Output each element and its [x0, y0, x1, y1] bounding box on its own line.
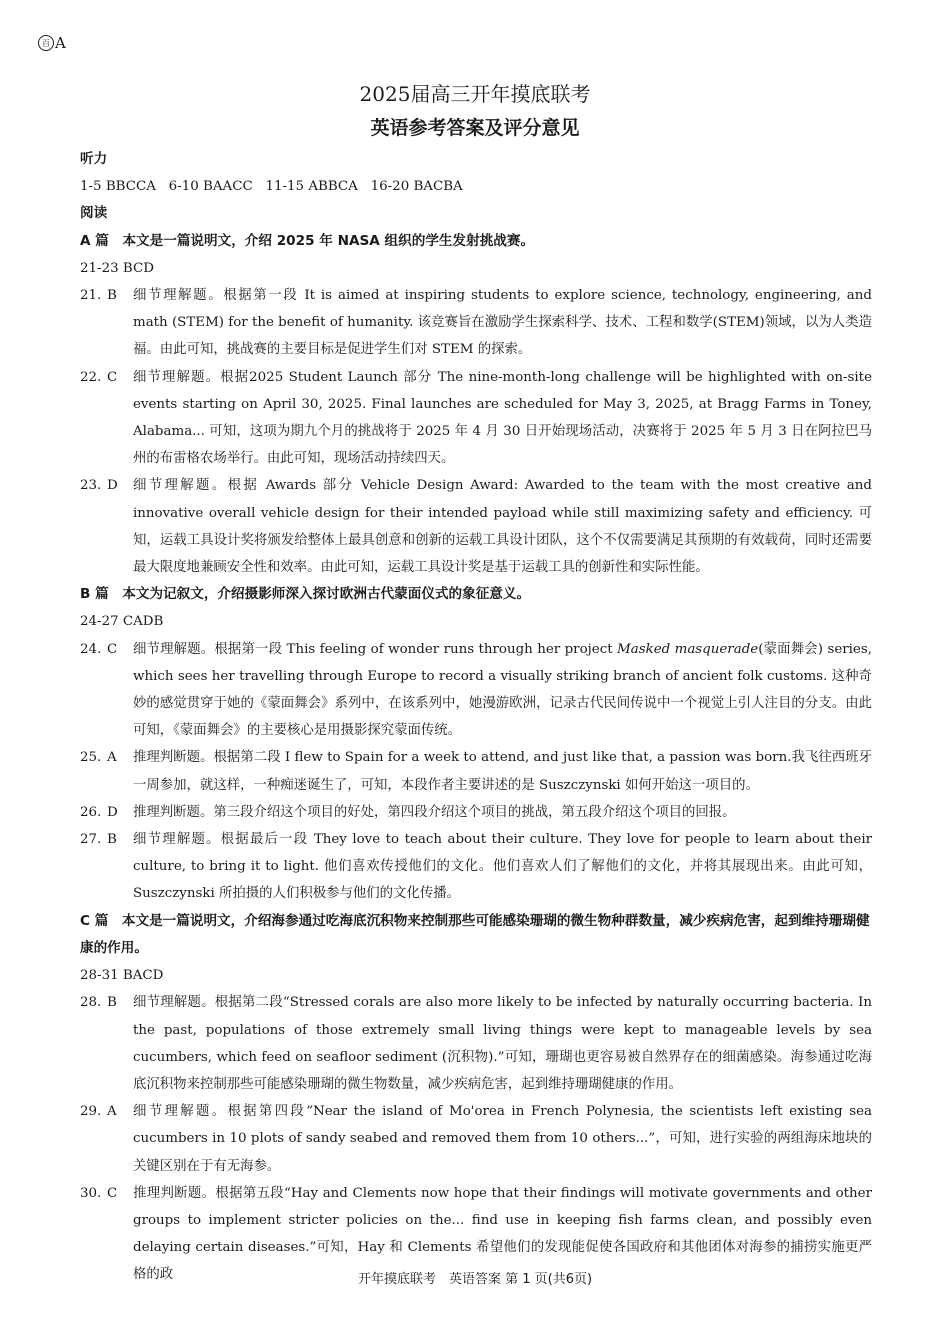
- question-explanation: 推理判断题。第三段介绍这个项目的好处，第四段介绍这个项目的挑战，第五段介绍这个项目的回报。: [133, 804, 736, 820]
- question-23: [80, 472, 872, 581]
- question-number: 21.: [80, 288, 102, 304]
- question-answer: C: [107, 641, 118, 657]
- question-explanation: 推理判断题。根据第五段“Hay and Clements now hope that their findings will motivate governments and other groups to implement stricter policies on the... find use in keeping fish farms clean, and possibly even delaying certain diseases.”可知，Hay 和 Clements 希望他们的发现能促使各国政府和其他团体对海参的捕捞实施更严格的政: [133, 1185, 872, 1283]
- question-answer: C: [107, 1185, 118, 1201]
- question-explanation: [133, 636, 872, 745]
- question-answer: B: [107, 832, 117, 848]
- question-number: 29.: [80, 1104, 102, 1120]
- exam-mark-circle: 百: [38, 35, 54, 51]
- reading-heading: 阅读: [80, 205, 108, 222]
- question-explanation: 推理判断题。根据第二段 I flew to Spain for a week to attend, and just like that, a passion was born.我飞往西班牙一周参加，就这样，一种痴迷诞生了，可知，本段作者主要讲述的是 Suszczynski 如何开始这一项目的。: [133, 750, 872, 793]
- page-subtitle: 英语参考答案及评分意见: [370, 117, 580, 139]
- question-answer: C: [107, 369, 118, 385]
- passage-c-heading: C 篇 本文是一篇说明文，介绍海参通过吃海底沉积物来控制那些可能感染珊瑚的微生物种群数量，减少疾病危害，起到维持珊瑚健康的作用。: [80, 912, 870, 956]
- passage-a-range: 21-23 BCD: [80, 260, 154, 276]
- question-explanation: 细节理解题。根据第二段“Stressed corals are also more likely to be infected by naturally occurring bacteria. In the past, populations of those extremely small living things were kept to manageable levels by sea cucumbers, which feed on seafloor sediment (沉积物).”可知，珊瑚也更容易被自然界存在的细菌感染。海参通过吃海底沉积物来控制那些可能感染珊瑚的微生物数量，减少疾病危害，起到维持珊瑚健康的作用。: [133, 995, 872, 1092]
- question-21: [80, 282, 872, 364]
- question-explanation: 细节理解题。根据2025 Student Launch 部分 The nine-month-long challenge will be highlighted with on-site events starting on April 30, 2025. Final launches are scheduled for May 3, 2025, at Bragg Farms in Toney, Alabama... 可知，这项为期九个月的挑战将于 2025 年 4 月 30 日开始现场活动，决赛将于 2025 年 5 月 3 日在阿拉巴马州的布雷格农场举行。由此可知，现场活动持续四天。: [133, 369, 872, 467]
- question-25: [80, 744, 872, 798]
- question-answer: D: [107, 804, 118, 820]
- question-number: 24.: [80, 641, 102, 657]
- explanation-rest: (蒙面舞会) series, which sees her travelling through Europe to record a visually striking branch of ancient folk customs. 这种奇妙的感觉贯穿于她的《蒙面舞会》系列中，在该系列中，她漫游欧洲，记录古代民间传说中一个视觉上引人注目的分支。由此可知，《蒙面舞会》的主要核心是用摄影探究蒙面传统。: [133, 641, 872, 739]
- question-answer: A: [107, 1104, 117, 1120]
- answer-content: [80, 146, 872, 1289]
- passage-b-heading: B 篇 本文为记叙文，介绍摄影师深入探讨欧洲古代蒙面仪式的象征意义。: [80, 586, 531, 603]
- passage-c-range: 28-31 BACD: [80, 968, 164, 984]
- question-answer: A: [107, 750, 117, 766]
- question-29: [80, 1098, 872, 1180]
- question-explanation: 细节理解题。根据第四段“Near the island of Mo'orea in French Polynesia, the scientists left existing sea cucumbers in 10 plots of sandy seabed and removed them from 10 others...”，可知，进行实验的两组海床地块的关键区别在于有无海参。: [133, 1104, 872, 1174]
- passage-a-heading: A 篇 本文是一篇说明文，介绍 2025 年 NASA 组织的学生发射挑战赛。: [80, 232, 535, 249]
- listening-answers: 1-5 BBCCA 6-10 BAACC 11-15 ABBCA 16-20 BACBA: [80, 179, 463, 195]
- question-28: [80, 989, 872, 1098]
- question-26: [80, 799, 872, 826]
- question-24: [80, 636, 872, 745]
- exam-mark: [38, 34, 66, 52]
- question-number: 23.: [80, 478, 102, 494]
- question-explanation: 细节理解题。根据 Awards 部分 Vehicle Design Award: Awarded to the team with the most creative and innovative overall vehicle design for their intended payload while still maximizing safety and efficiency. 可知，运载工具设计奖将颁发给整体上最具创意和创新的运载工具设计团队，这个不仅需要满足其预期的有效载荷，同时还需要最大限度地兼顾安全性和效率。由此可知，运载工具设计奖是基于运载工具的创新性和实际性能。: [133, 478, 872, 576]
- question-number: 22.: [80, 369, 102, 385]
- passage-b-range: 24-27 CADB: [80, 614, 164, 630]
- question-explanation: 细节理解题。根据第一段 It is aimed at inspiring students to explore science, technology, engineering, and math (STEM) for the benefit of humanity. 该竞赛旨在激励学生探索科学、技术、工程和数学(STEM)领域，以为人类造福。由此可知，挑战赛的主要目标是促进学生们对 STEM 的探索。: [133, 288, 872, 358]
- question-answer: D: [107, 478, 118, 494]
- page-title: 2025届高三开年摸底联考: [359, 82, 591, 106]
- project-title: Masked masquerade: [617, 641, 759, 657]
- question-answer: B: [107, 288, 117, 304]
- listening-heading: 听力: [80, 151, 108, 167]
- explanation-lead: 细节理解题。根据第一段 This feeling of wonder runs through her project: [133, 641, 618, 657]
- question-number: 30.: [80, 1185, 102, 1201]
- page-footer: 开年摸底联考 英语答案 第 1 页(共6页): [357, 1272, 593, 1287]
- question-27: [80, 826, 872, 908]
- question-answer: B: [107, 995, 117, 1011]
- question-number: 27.: [80, 832, 102, 848]
- question-number: 28.: [80, 995, 102, 1011]
- question-22: [80, 364, 872, 473]
- question-explanation: 细节理解题。根据最后一段 They love to teach about their culture. They love for people to learn about their culture, to bring it to light. 他们喜欢传授他们的文化。他们喜欢人们了解他们的文化，并将其展现出来。由此可知，Suszczynski 所拍摄的人们积极参与他们的文化传播。: [133, 832, 872, 902]
- question-number: 25.: [80, 750, 102, 766]
- exam-mark-letter: A: [55, 34, 66, 52]
- question-number: 26.: [80, 804, 102, 820]
